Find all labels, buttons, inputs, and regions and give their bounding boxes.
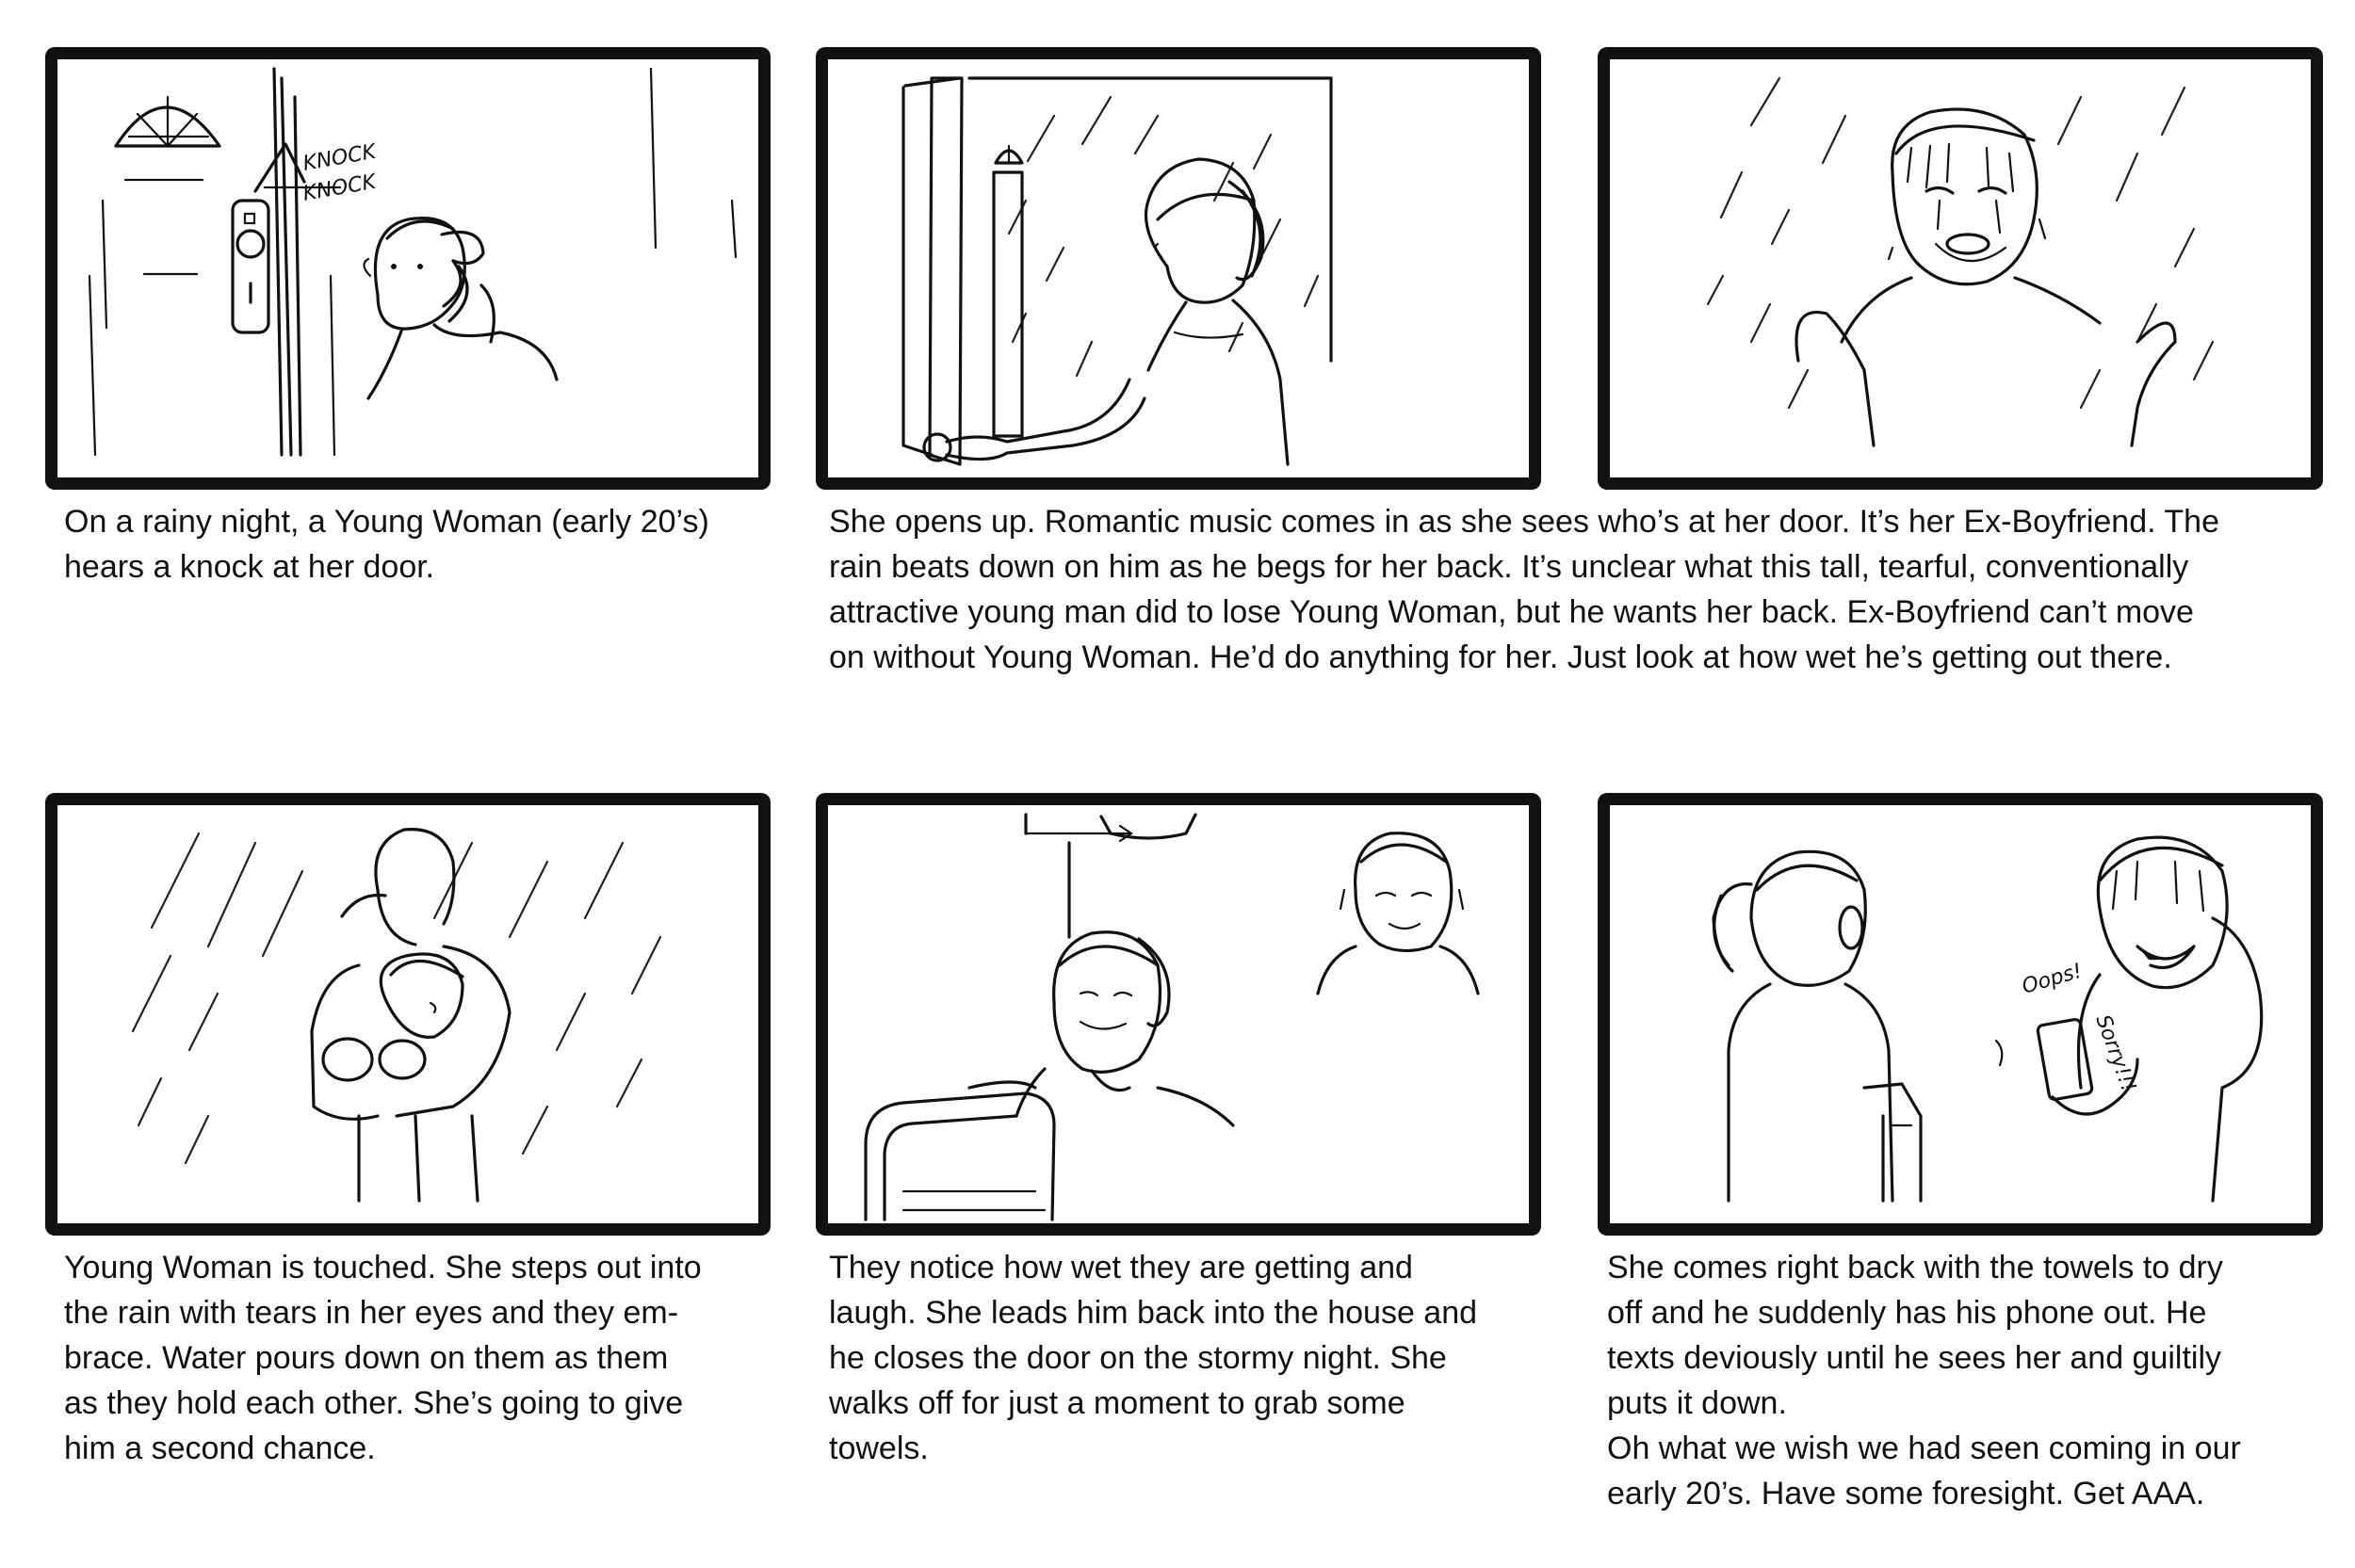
door-edge bbox=[930, 78, 962, 464]
caption-line: Oh what we wish we had seen coming in our bbox=[1607, 1431, 2241, 1466]
caption-line: attractive young man did to lose Young Woman, but he wants her back. Ex-Boyfriend can’t move bbox=[829, 594, 2194, 630]
panel-5-drawing bbox=[828, 805, 1529, 1223]
panel-3-drawing bbox=[1610, 59, 2311, 477]
rain-streaks bbox=[133, 833, 660, 1163]
caption-line: texts deviously until he sees her and guiltily bbox=[1607, 1340, 2222, 1376]
young-woman-figure bbox=[1146, 159, 1289, 464]
panel-4-drawing bbox=[57, 805, 758, 1223]
caption-line: Young Woman is touched. She steps out into bbox=[64, 1250, 702, 1285]
caption-line: laugh. She leads him back into the house and bbox=[829, 1295, 1478, 1331]
towel-stack bbox=[866, 1093, 1054, 1220]
caption-line: off and he suddenly has his phone out. He bbox=[1607, 1295, 2207, 1331]
caption-line: the rain with tears in her eyes and they em- bbox=[64, 1295, 678, 1331]
door-panel bbox=[994, 172, 1022, 436]
phone-text-oops: Oops! bbox=[2019, 959, 2086, 999]
caption-line: him a second chance. bbox=[64, 1431, 376, 1466]
caption-line: She comes right back with the towels to dry bbox=[1607, 1250, 2223, 1285]
caption-line: towels. bbox=[829, 1431, 929, 1466]
caption-line: hears a knock at her door. bbox=[64, 549, 435, 585]
panel-2-drawing bbox=[828, 59, 1529, 477]
caption-line: They notice how wet they are getting and bbox=[829, 1250, 1413, 1285]
sfx-knock-1: KNOCK bbox=[300, 139, 378, 176]
young-woman-figure bbox=[1016, 932, 1233, 1125]
panel-2-caption bbox=[829, 499, 2336, 680]
young-woman-figure bbox=[364, 218, 557, 398]
caption-line: early 20’s. Have some foresight. Get AAA. bbox=[1607, 1476, 2205, 1511]
ex-boyfriend-figure bbox=[1996, 837, 2262, 1201]
caption-line: on without Young Woman. He’d do anything for her. Just look at how wet he’s getting out there. bbox=[829, 639, 2172, 675]
caption-line: as they hold each other. She’s going to give bbox=[64, 1385, 684, 1421]
panel-6-frame bbox=[1598, 793, 2323, 1236]
ex-boyfriend-figure bbox=[1796, 109, 2175, 445]
caption-line: rain beats down on him as he begs for her back. It’s unclear what this tall, tearful, conventionally bbox=[829, 549, 2189, 585]
panel-6-caption bbox=[1607, 1245, 2342, 1516]
phone-text-sorry: Sorry!!! bbox=[2090, 1011, 2140, 1095]
sfx-knock-2: KNOCK bbox=[300, 170, 378, 206]
panel-1-frame bbox=[45, 47, 771, 490]
panel-2-frame bbox=[816, 47, 1541, 490]
door-lock-plate bbox=[233, 201, 268, 332]
young-woman-figure bbox=[1713, 851, 1921, 1201]
panel-5-frame bbox=[816, 793, 1541, 1236]
panel-1-caption bbox=[64, 499, 799, 590]
caption-line: She opens up. Romantic music comes in as she sees who’s at her door. It’s her Ex-Boyfriend. The bbox=[829, 504, 2219, 540]
ex-boyfriend-figure bbox=[1318, 833, 1478, 994]
panel-3-frame bbox=[1598, 47, 2323, 490]
caption-line: he closes the door on the stormy night. She bbox=[829, 1340, 1447, 1376]
panel-1-drawing bbox=[57, 59, 758, 477]
caption-line: brace. Water pours down on them as them bbox=[64, 1340, 669, 1376]
phone bbox=[2037, 1019, 2092, 1101]
panel-4-caption bbox=[64, 1245, 818, 1471]
panel-6-drawing bbox=[1610, 805, 2311, 1223]
caption-line: walks off for just a moment to grab some bbox=[829, 1385, 1405, 1421]
panel-5-caption bbox=[829, 1245, 1583, 1471]
rain-streaks bbox=[1009, 97, 1318, 376]
caption-line: puts it down. bbox=[1607, 1385, 1787, 1421]
panel-4-frame bbox=[45, 793, 771, 1236]
door-knob bbox=[237, 231, 264, 257]
embrace-figures bbox=[312, 830, 510, 1201]
caption-line: On a rainy night, a Young Woman (early 20’s) bbox=[64, 504, 709, 540]
